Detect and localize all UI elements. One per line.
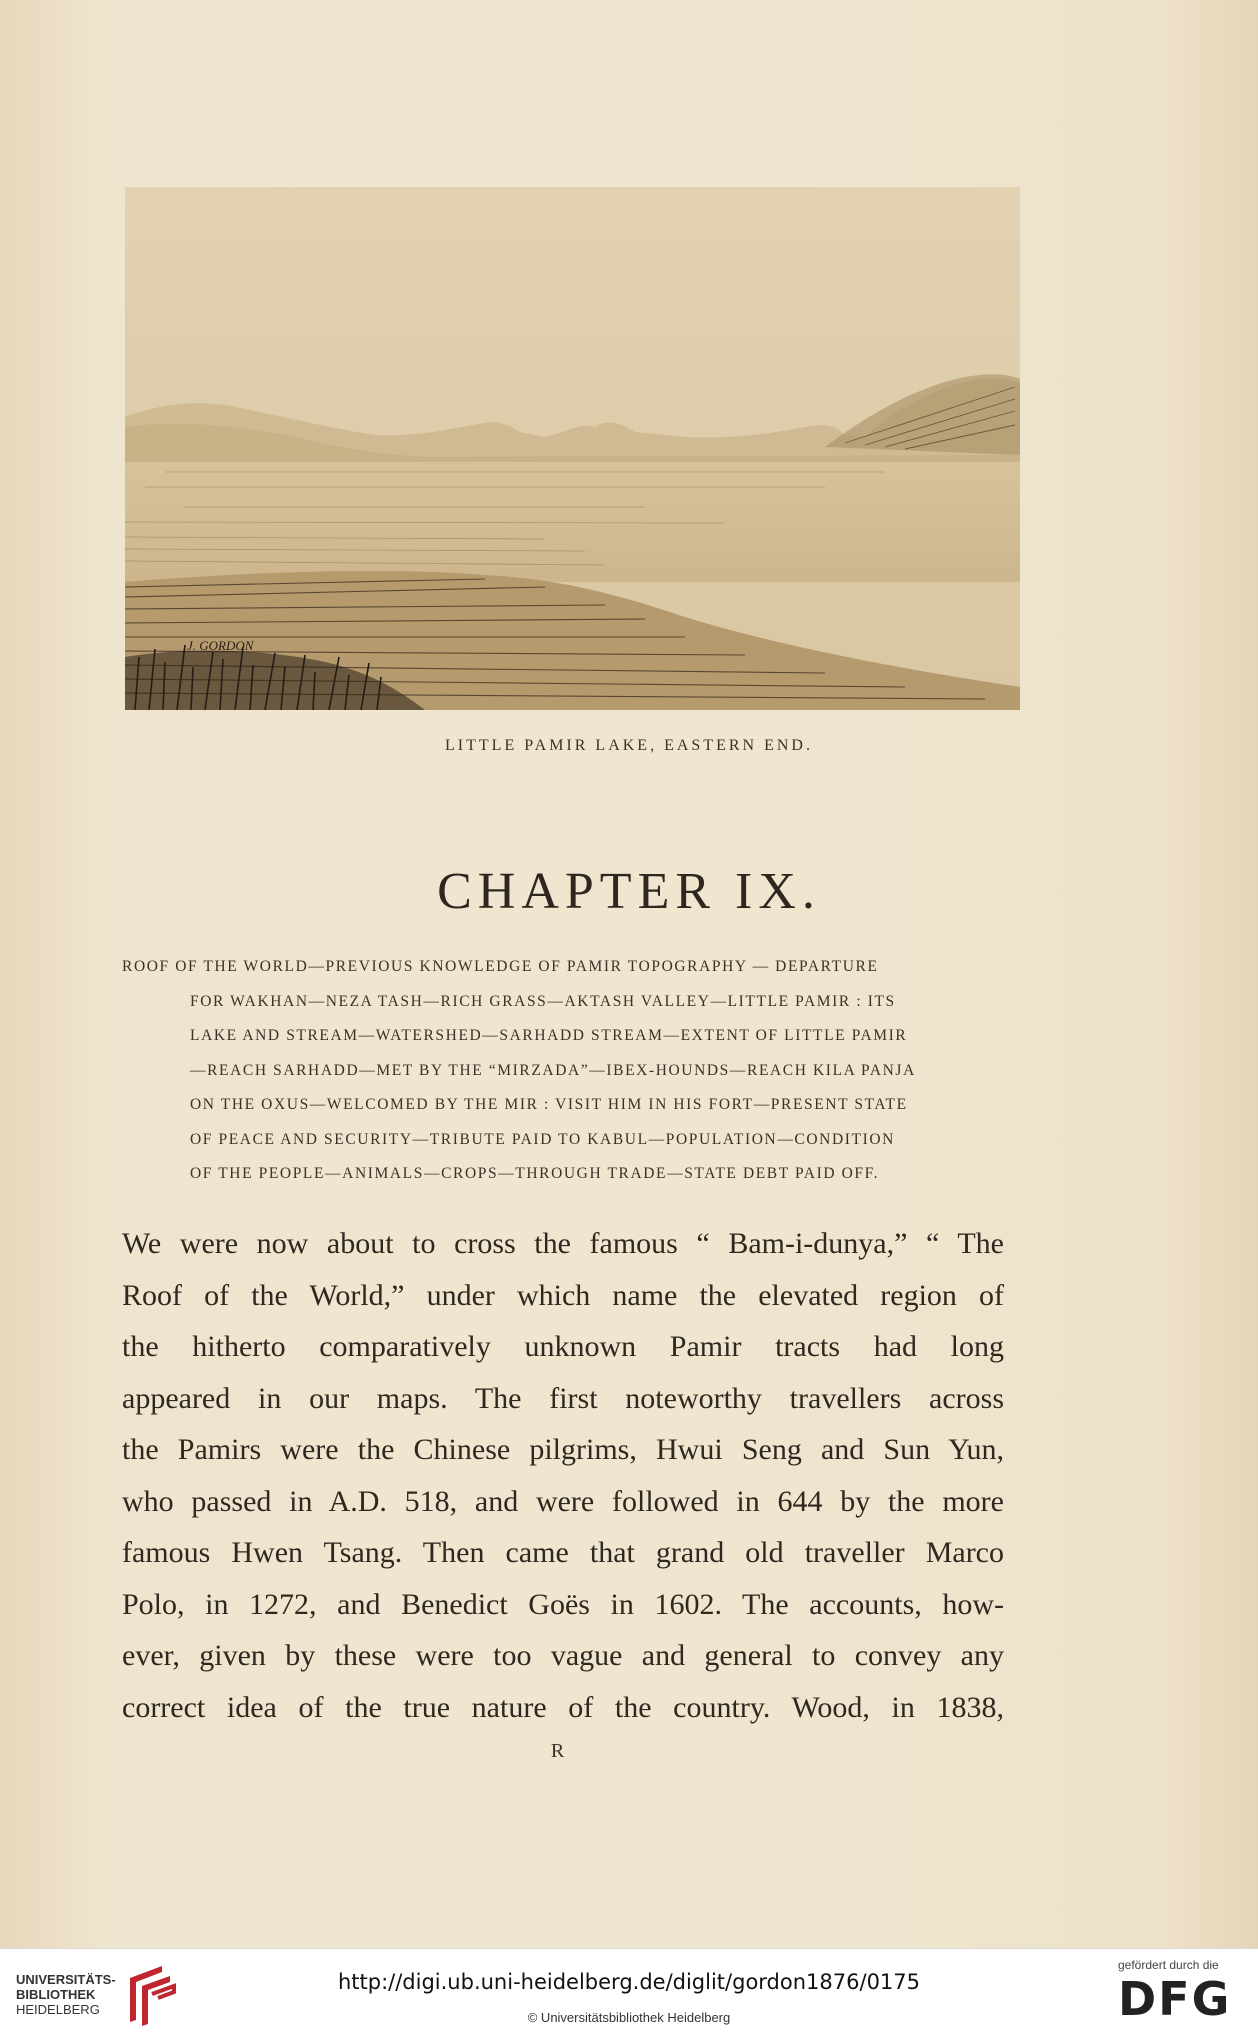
copyright-notice: © Universitätsbibliothek Heidelberg (527, 2010, 731, 2025)
synopsis-line: ON THE OXUS—WELCOMED BY THE MIR : VISIT HIM IN HIS FORT—PRESENT STATE (190, 1096, 908, 1113)
library-name-line1: UNIVERSITÄTS- (16, 1972, 116, 1987)
synopsis-line: FOR WAKHAN—NEZA TASH—RICH GRASS—AKTASH VALLEY—LITTLE PAMIR : ITS (190, 992, 896, 1010)
body-line: the Pamirs were the Chinese pilgrims, Hwui Seng and Sun Yun, (122, 1433, 1004, 1466)
library-name-line2: BIBLIOTHEK (16, 1987, 96, 2002)
body-line: the hitherto comparatively unknown Pamir tracts had long (122, 1330, 1004, 1363)
synopsis-line: LAKE AND STREAM—WATERSHED—SARHADD STREAM—EXTENT OF LITTLE PAMIR (190, 1027, 908, 1044)
body-line: famous Hwen Tsang. Then came that grand old traveller Marco (122, 1536, 1004, 1569)
synopsis-line: ROOF OF THE WORLD—PREVIOUS KNOWLEDGE OF PAMIR TOPOGRAPHY — DEPARTURE (122, 958, 879, 975)
dfg-logo[interactable]: DFG (1118, 1972, 1232, 2026)
landscape-illustration (125, 187, 1020, 710)
illustration-plate (125, 187, 1020, 710)
plate-caption: LITTLE PAMIR LAKE, EASTERN END. (445, 737, 813, 754)
permalink-url[interactable]: http://digi.ub.uni-heidelberg.de/diglit/gordon1876/0175 (337, 1970, 921, 1994)
body-line: Roof of the World,” under which name the elevated region of (122, 1278, 1004, 1312)
body-line: ever, given by these were too vague and general to convey any (122, 1639, 1004, 1672)
artist-signature: J. GORDON (187, 638, 254, 653)
synopsis-line: —REACH SARHADD—MET BY THE “MIRZADA”—IBEX-HOUNDS—REACH KILA PANJA (190, 1061, 916, 1079)
chapter-synopsis (122, 950, 1010, 1192)
body-line: correct idea of the true nature of the country. Wood, in 1838, (122, 1690, 1004, 1724)
synopsis-line: OF PEACE AND SECURITY—TRIBUTE PAID TO KABUL—POPULATION—CONDITION (190, 1130, 895, 1148)
body-paragraph (122, 1218, 1004, 1733)
body-line: who passed in A.D. 518, and were followed in 644 by the more (122, 1484, 1004, 1518)
synopsis-line: OF THE PEOPLE—ANIMALS—CROPS—THROUGH TRADE—STATE DEBT PAID OFF. (190, 1165, 880, 1182)
signature-mark: R (550, 1740, 565, 1762)
chapter-title: CHAPTER IX. (437, 863, 821, 920)
library-name-line3: HEIDELBERG (16, 2002, 100, 2017)
body-line: Polo, in 1272, and Benedict Goës in 1602. The accounts, how- (122, 1587, 1004, 1621)
body-line: We were now about to cross the famous “ Bam-i-dunya,” “ The (122, 1227, 1004, 1260)
funding-label: gefördert durch die (1118, 1958, 1219, 1972)
body-line: appeared in our maps. The first noteworthy travellers across (122, 1381, 1004, 1415)
